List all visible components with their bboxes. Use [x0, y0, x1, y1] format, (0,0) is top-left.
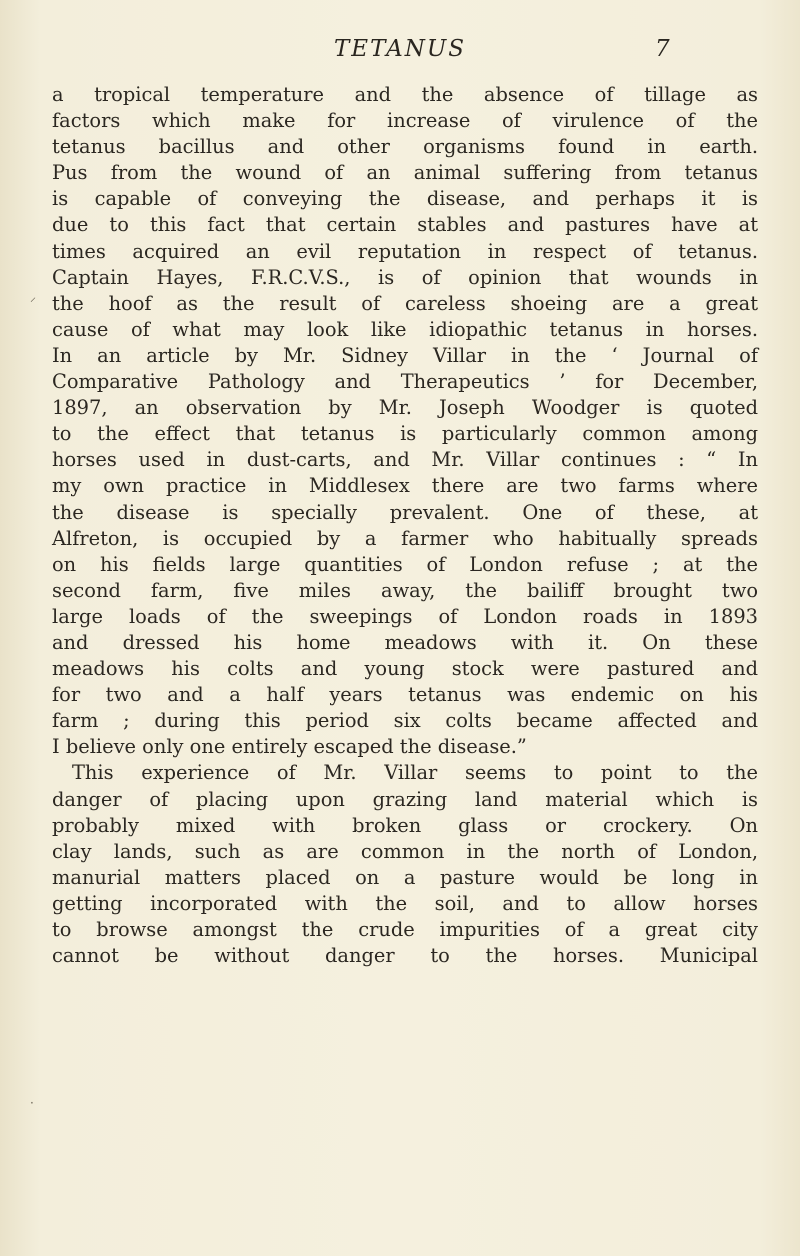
text-line: tetanus bacillus and other organisms found in earth.	[52, 135, 758, 159]
text-line: the disease is specially prevalent. One of these, at	[52, 500, 758, 524]
text-line: This experience of Mr. Villar seems to point to the	[72, 761, 758, 785]
text-line: due to this fact that certain stables and pastures have at	[52, 213, 758, 237]
margin-mark: ·	[30, 1096, 34, 1110]
text-line: clay lands, such as are common in the north of London,	[52, 839, 758, 863]
text-line: for two and a half years tetanus was endemic on his	[52, 683, 758, 707]
text-line: manurial matters placed on a pasture would be long in	[52, 865, 758, 889]
text-line: a tropical temperature and the absence of tillage as	[52, 83, 758, 106]
text-line: Pus from the wound of an animal suffering from tetanus	[52, 161, 758, 185]
text-line: farm ; during this period six colts became affected and	[52, 709, 758, 733]
text-line: 1897, an observation by Mr. Joseph Woodger is quoted	[52, 396, 758, 420]
page-number: 7	[655, 36, 670, 62]
text-line: my own practice in Middlesex there are two farms where	[52, 474, 758, 498]
text-line: large loads of the sweepings of London roads in 1893	[52, 604, 758, 628]
text-line: cause of what may look like idiopathic tetanus in horses.	[52, 317, 758, 341]
text-line: Alfreton, is occupied by a farmer who habitually spreads	[52, 526, 758, 550]
text-line: cannot be without danger to the horses. Municipal	[52, 944, 758, 968]
text-line: is capable of conveying the disease, and perhaps it is	[52, 187, 758, 211]
paragraph	[52, 760, 758, 969]
running-title: TETANUS	[333, 36, 467, 62]
text-line: I believe only one entirely escaped the disease.”	[52, 735, 527, 759]
text-line: and dressed his home meadows with it. On these	[52, 630, 758, 654]
text-line: times acquired an evil reputation in respect of tetanus.	[52, 239, 758, 263]
margin-mark: ⸝	[30, 290, 37, 304]
text-line: to browse amongst the crude impurities of a great city	[52, 918, 758, 941]
paragraph	[52, 82, 758, 760]
body-text	[52, 82, 758, 969]
text-line: probably mixed with broken glass or crockery. On	[52, 813, 758, 837]
text-line: second farm, five miles away, the bailiff brought two	[52, 578, 758, 602]
text-line: meadows his colts and young stock were pastured and	[52, 657, 758, 681]
text-line: danger of placing upon grazing land material which is	[52, 787, 758, 811]
text-line: Comparative Pathology and Therapeutics ’ for December,	[52, 370, 758, 394]
text-line: on his fields large quantities of London refuse ; at the	[52, 552, 758, 576]
page-header	[0, 36, 800, 70]
text-line: getting incorporated with the soil, and to allow horses	[52, 891, 758, 915]
text-line: the hoof as the result of careless shoeing are a great	[52, 291, 758, 315]
text-line: Captain Hayes, F.R.C.V.S., is of opinion that wounds in	[52, 265, 758, 289]
text-line: horses used in dust-carts, and Mr. Villar continues : “ In	[52, 448, 758, 472]
text-line: factors which make for increase of virulence of the	[52, 109, 758, 133]
text-line: to the effect that tetanus is particularly common among	[52, 422, 758, 446]
text-line: In an article by Mr. Sidney Villar in the ‘ Journal of	[52, 343, 758, 367]
